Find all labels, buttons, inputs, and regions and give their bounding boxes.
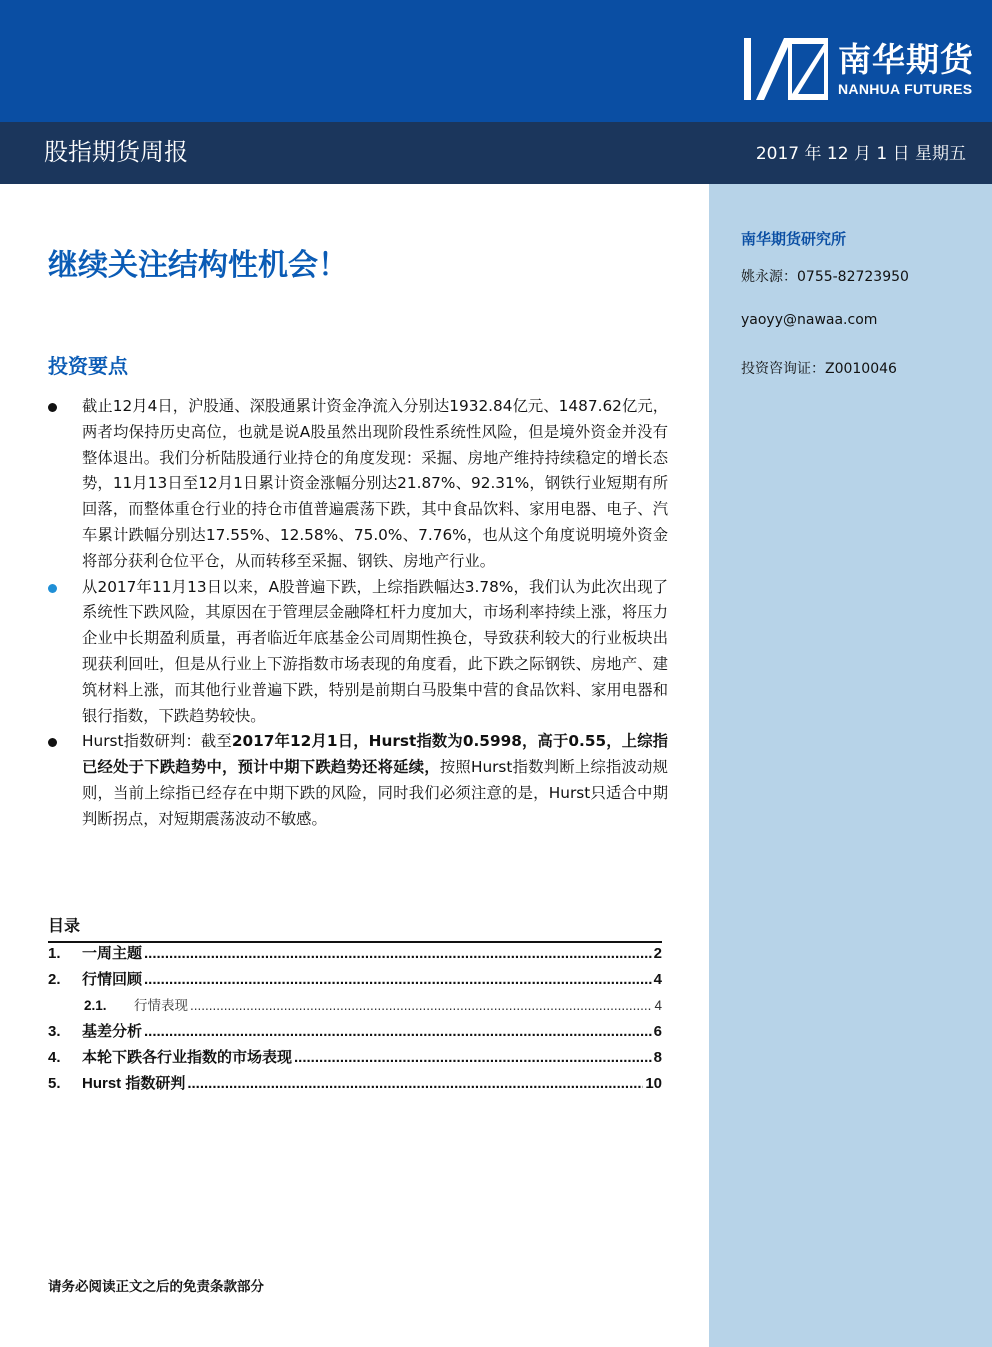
brand-name-en: NANHUA FUTURES xyxy=(838,81,973,97)
analyst-email: yaoyy@nawaa.com xyxy=(741,312,878,328)
brand-logo xyxy=(744,34,974,104)
key-point xyxy=(48,575,668,730)
license-number: 投资咨询证：Z0010046 xyxy=(741,361,897,377)
toc-label: 基差分析 xyxy=(82,1023,143,1040)
toc-page: 4 xyxy=(653,971,662,988)
toc-label: Hurst 指数研判 xyxy=(82,1075,186,1092)
report-date: 2017 年 12 月 1 日 星期五 xyxy=(755,144,966,164)
section-title: 投资要点 xyxy=(48,354,128,378)
report-bar xyxy=(0,122,992,184)
key-point-text xyxy=(82,729,668,832)
toc-page: 8 xyxy=(653,1049,662,1066)
page-title: 继续关注结构性机会！ xyxy=(48,248,348,283)
toc-number: 3. xyxy=(48,1023,61,1040)
toc-page: 2 xyxy=(653,945,662,962)
nanhua-logo-icon xyxy=(744,34,830,104)
toc-item[interactable] xyxy=(48,942,662,968)
key-point xyxy=(48,394,668,575)
key-points xyxy=(48,394,668,833)
institute-name: 南华期货研究所 xyxy=(741,230,847,248)
report-type: 股指期货周报 xyxy=(44,138,188,166)
toc-page: 4 xyxy=(654,998,662,1013)
key-point-text: 截止12月4日，沪股通、深股通累计资金净流入分别达1932.84亿元、1487.62亿元，两者均保持历史高位，也就是说A股虽然出现阶段性系统性风险，但是境外资金并没有整体退出。我们分析陆股通行业持仓的角度发现：采掘、房地产维持持续稳定的增长态势，11月13日至12月1日累计资金涨幅分别达21.87%、92.31%，钢铁行业短期有所回落，而整体重仓行业的持仓市值普遍震荡下跌，其中食品饮料、家用电器、电子、汽车累计跌幅分别达17.55%、12.58%、75.0%、7.76%，也从这个角度说明境外资金将部分获利仓位平仓，从而转移至采掘、钢铁、房地产行业。 xyxy=(82,397,668,570)
toc-number: 5. xyxy=(48,1075,61,1092)
toc-number: 2. xyxy=(48,971,61,988)
toc-label: 行情回顾 xyxy=(82,971,143,988)
table-of-contents xyxy=(48,942,662,1098)
key-point xyxy=(48,729,668,832)
hurst-text-rest: 按照Hurst指数判断上综指波动规则，当前上综指已经存在中期下跌的风险，同时我们必须注意的是，Hurst只适合中期判断拐点，对短期震荡波动不敏感。 xyxy=(82,758,668,828)
bullet-icon xyxy=(48,738,57,747)
toc-page: 6 xyxy=(653,1023,662,1040)
header-bar xyxy=(0,0,992,122)
toc-label: 行情表现 xyxy=(134,998,188,1013)
hurst-text-bold: 2017年12月1日，Hurst指数为0.5998，高于0.55，上综指已经处于下跌趋势中，预计中期下跌趋势还将延续， xyxy=(82,732,668,777)
toc-title: 目录 xyxy=(48,916,81,935)
disclaimer: 请务必阅读正文之后的免责条款部分 xyxy=(48,1279,264,1295)
hurst-text-lead: Hurst指数研判：截至 xyxy=(82,732,232,751)
toc-item[interactable] xyxy=(48,1046,662,1072)
toc-label: 本轮下跌各行业指数的市场表现 xyxy=(82,1049,293,1066)
toc-item[interactable] xyxy=(48,1020,662,1046)
toc-number: 4. xyxy=(48,1049,61,1066)
sidebar xyxy=(709,184,992,1347)
brand-name-cn: 南华期货 xyxy=(838,40,974,79)
toc-number: 2.1. xyxy=(84,998,107,1013)
bullet-icon xyxy=(48,584,57,593)
toc-item[interactable] xyxy=(48,1072,662,1098)
toc-number: 1. xyxy=(48,945,61,962)
toc-item[interactable] xyxy=(48,994,662,1020)
toc-item[interactable] xyxy=(48,968,662,994)
bullet-icon xyxy=(48,403,57,412)
key-point-text: 从2017年11月13日以来，A股普遍下跌，上综指跌幅达3.78%，我们认为此次出现了系统性下跌风险，其原因在于管理层金融降杠杆力度加大，市场利率持续上涨，将压力企业中长期盈利质量，再者临近年底基金公司周期性换仓，导致获利较大的行业板块出现获利回吐，但是从行业上下游指数市场表现的角度看，此下跌之际钢铁、房地产、建筑材料上涨，而其他行业普遍下跌，特别是前期白马股集中营的食品饮料、家用电器和银行指数，下跌趋势较快。 xyxy=(82,577,668,725)
toc-page: 10 xyxy=(645,1075,662,1092)
analyst-contact: 姚永源：0755-82723950 xyxy=(741,269,909,285)
toc-label: 一周主题 xyxy=(82,945,143,962)
